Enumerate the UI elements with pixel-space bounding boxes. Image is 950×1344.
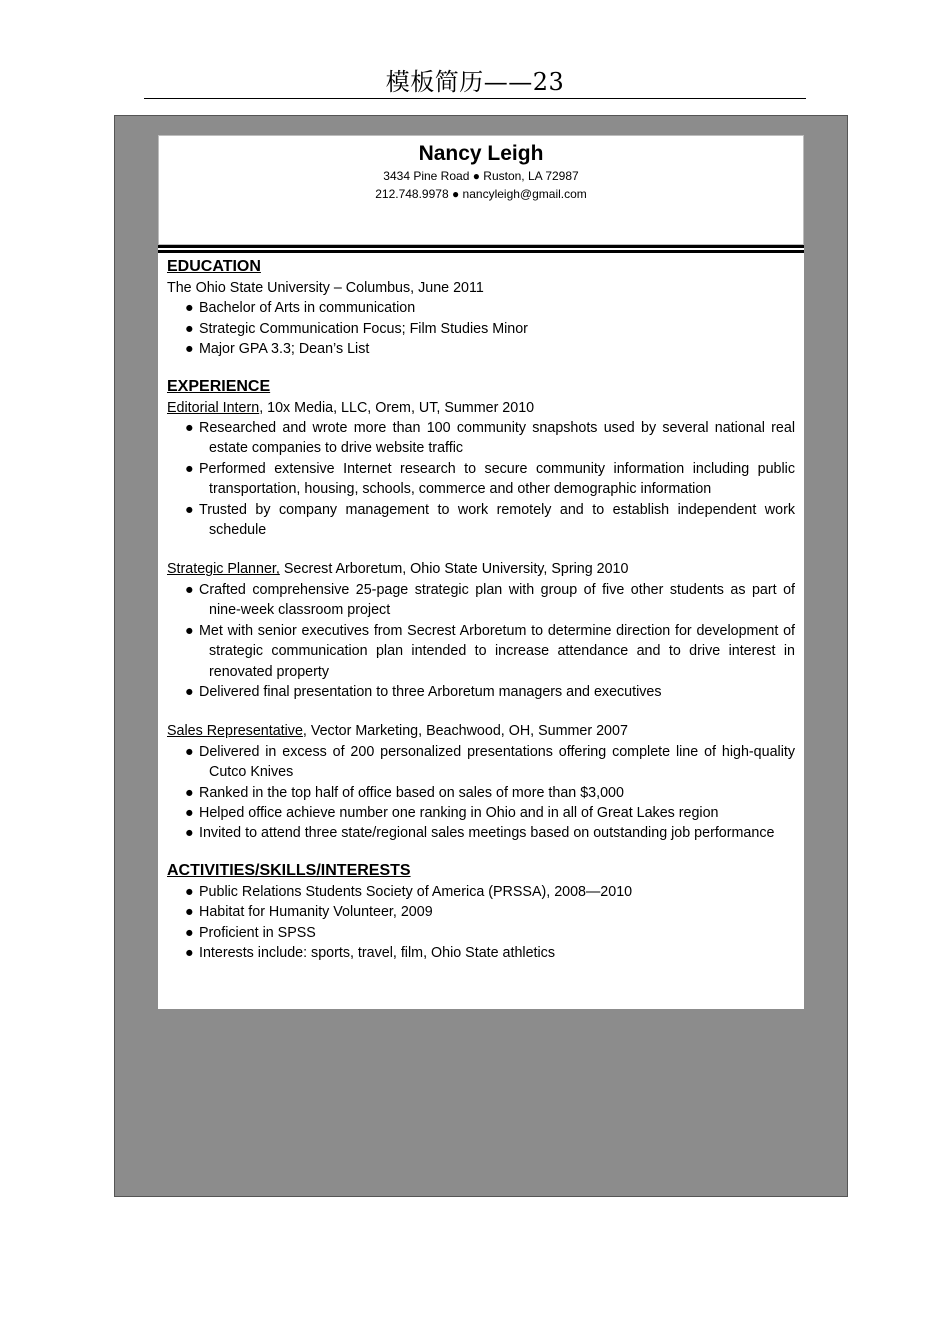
bullet-icon: ●: [185, 300, 194, 317]
job-bullet: [167, 500, 795, 541]
bullet-text: Researched and wrote more than 100 community snapshots used by several national real estate companies to drive website traffic: [199, 420, 795, 457]
activities-heading: ACTIVITIES/SKILLS/INTERESTS: [167, 861, 411, 879]
job-bullet: [167, 742, 795, 783]
bullet-text: Invited to attend three state/regional sales meetings based on outstanding job performance: [199, 825, 775, 842]
bullet-icon: ●: [185, 622, 194, 639]
education-heading: EDUCATION: [167, 258, 261, 275]
job-bullet: [167, 621, 795, 682]
education-school: The Ohio State University – Columbus, June 2011: [167, 280, 484, 296]
resume-header: [158, 135, 804, 245]
bullet-text: Interests include: sports, travel, film, Ohio State athletics: [199, 944, 555, 961]
education-item: [167, 298, 795, 318]
activity-item: [167, 902, 795, 922]
bullet-text: Ranked in the top half of office based on sales of more than $3,000: [199, 784, 624, 801]
bullet-text: Performed extensive Internet research to secure community information including public transportation, housing, schools, commerce and other demographic information: [199, 460, 795, 498]
bullet-text: Crafted comprehensive 25-page strategic plan with group of five other students as part of nine-week classroom project: [199, 581, 795, 619]
bullet-icon: ●: [185, 804, 194, 821]
title-divider: [144, 98, 806, 99]
bullet-icon: ●: [185, 460, 194, 477]
activity-item: [167, 882, 795, 902]
job-details: , Vector Marketing, Beachwood, OH, Summer 2007: [302, 723, 628, 740]
candidate-name: Nancy Leigh: [418, 142, 544, 165]
bullet-text: Trusted by company management to work remotely and to establish independent work schedule: [199, 501, 795, 539]
job-heading: [167, 721, 795, 741]
bullet-icon: ●: [185, 743, 194, 760]
bullet-icon: ●: [185, 904, 194, 921]
bullet-icon: ●: [185, 501, 194, 518]
bullet-text: Bachelor of Arts in communication: [199, 300, 416, 317]
experience-list: [167, 398, 795, 844]
bullet-icon: ●: [185, 924, 194, 941]
bullet-icon: ●: [185, 581, 194, 598]
job-bullet: [167, 823, 795, 843]
education-item: [167, 319, 795, 339]
job-details: , 10x Media, LLC, Orem, UT, Summer 2010: [259, 399, 535, 416]
bullet-icon: ●: [185, 420, 194, 437]
job-bullet: [167, 459, 795, 500]
bullet-icon: ●: [185, 320, 194, 337]
address-line: 3434 Pine Road ● Ruston, LA 72987: [383, 169, 579, 183]
job-details: Secrest Arboretum, Ohio State University, Spring 2010: [279, 561, 629, 578]
bullet-text: Strategic Communication Focus; Film Studies Minor: [199, 320, 528, 337]
job-heading: [167, 398, 795, 418]
job-bullet: [167, 783, 795, 803]
bullet-text: Helped office achieve number one ranking in Ohio and in all of Great Lakes region: [199, 804, 719, 821]
activities-list: [167, 882, 795, 964]
resume-body: [158, 253, 804, 1009]
job-heading: [167, 559, 795, 579]
bullet-text: Public Relations Students Society of America (PRSSA), 2008—2010: [199, 883, 633, 900]
job-bullet: [167, 580, 795, 621]
education-list: [167, 298, 795, 359]
job-title: Sales Representative: [167, 723, 303, 740]
bullet-text: Major GPA 3.3; Dean’s List: [199, 341, 370, 358]
experience-heading: EXPERIENCE: [167, 377, 271, 395]
page-title: 模板简历——23: [385, 68, 565, 96]
activity-item: [167, 923, 795, 943]
activity-item: [167, 943, 795, 963]
education-item: [167, 339, 795, 359]
phone-email-line: 212.748.9978 ● nancyleigh@gmail.com: [375, 187, 587, 201]
job-bullet: [167, 418, 795, 459]
job-bullet: [167, 803, 795, 823]
bullet-icon: ●: [185, 683, 194, 700]
bullet-text: Habitat for Humanity Volunteer, 2009: [199, 904, 433, 921]
job-title: Editorial Intern: [167, 399, 260, 416]
job-title: Strategic Planner,: [167, 561, 280, 578]
bullet-icon: ●: [185, 341, 194, 358]
bullet-text: Delivered final presentation to three Arboretum managers and executives: [199, 683, 662, 700]
bullet-icon: ●: [185, 944, 194, 961]
bullet-text: Delivered in excess of 200 personalized presentations offering complete line of high-quality Cutco Knives: [199, 743, 795, 781]
bullet-icon: ●: [185, 825, 194, 842]
bullet-text: Met with senior executives from Secrest Arboretum to determine direction for development of strategic communication plan intended to increase attendance and to drive interest in renovated property: [199, 622, 795, 680]
job-bullet: [167, 682, 795, 702]
bullet-icon: ●: [185, 883, 194, 900]
bullet-icon: ●: [185, 784, 194, 801]
bullet-text: Proficient in SPSS: [199, 924, 316, 941]
